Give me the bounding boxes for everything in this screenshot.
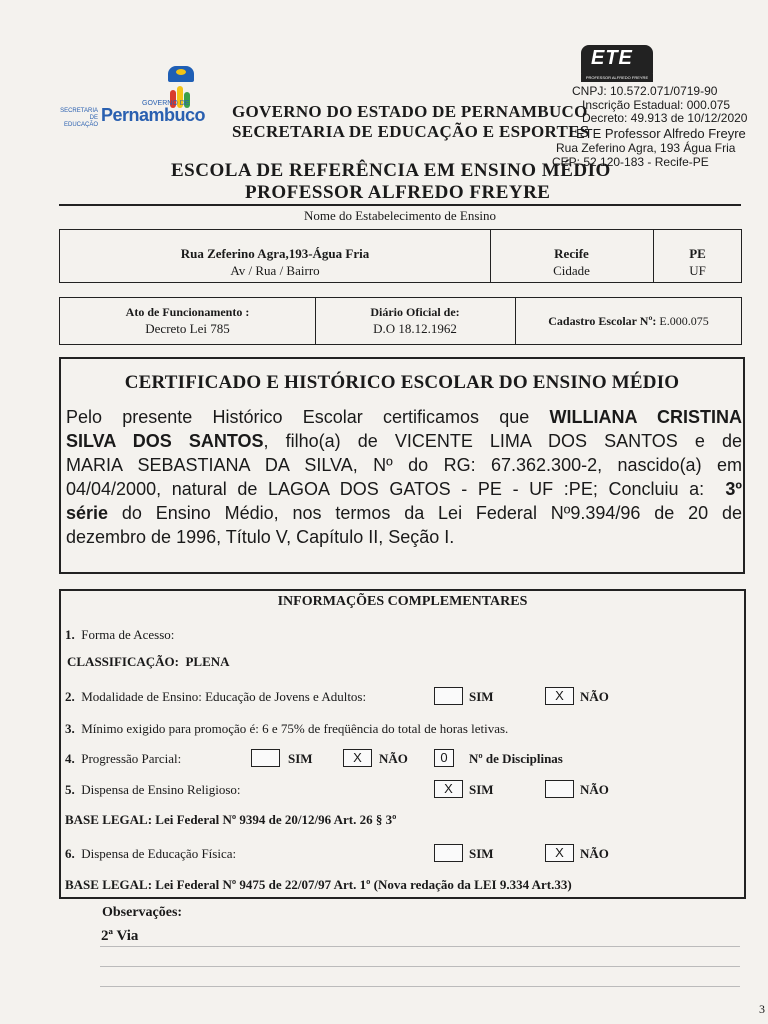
stamp-street: Rua Zeferino Agra, 193 Água Fria: [556, 141, 736, 155]
certificate-text: Pelo presente Histórico Escolar certificamos que WILLIANA CRISTINA SILVA DOS SANTOS, filho(a) de VICENTE LIMA DOS SANTOS e de MARIA SEBASTIANA DA SILVA, Nº do RG: 67.362.300-2, nascido(a) em 04/04/2000, natural de LAGOA DOS GATOS - PE - UF :PE; Concluiu a: 3º série do Ensino Médio, nos termos da Lei Federal Nº9.394/96 de 20 de dezembro de 1996, Título V, Capítulo II, Seção I.: [66, 407, 742, 547]
stamp-cep: CEP: 52.120-183 - Recife-PE: [552, 155, 709, 169]
disciplinas-label: Nº de Disciplinas: [469, 751, 563, 766]
observations-text: 2ª Via: [101, 928, 139, 944]
ato-label: Ato de Funcionamento :: [125, 305, 250, 319]
religioso-nao-checkbox[interactable]: [545, 780, 574, 798]
observation-line: [100, 986, 740, 987]
corner-mark: 3: [759, 1002, 765, 1016]
ete-logo: ETE: [581, 45, 653, 81]
flag-icon: [168, 66, 194, 82]
city-label: Cidade: [553, 263, 590, 278]
certificate-title: CERTIFICADO E HISTÓRICO ESCOLAR DO ENSINO MÉDIO: [124, 372, 680, 393]
complementary-info-box: [59, 589, 746, 899]
info-title: INFORMAÇÕES COMPLEMENTARES: [277, 594, 528, 609]
modalidade-nao-checkbox[interactable]: X: [545, 687, 574, 705]
uf-value: PE: [689, 246, 706, 261]
city-value: Recife: [554, 246, 589, 261]
item-modalidade: 2. Modalidade de Ensino: Educação de Jovens e Adultos:: [65, 689, 367, 704]
progressao-nao-checkbox[interactable]: X: [343, 749, 372, 767]
header-rule: [59, 204, 741, 206]
logo-gov-text: GOVERNO DE: [142, 100, 190, 107]
classificacao: CLASSIFICAÇÃO: PLENA: [67, 654, 230, 669]
school-title: ESCOLA DE REFERÊNCIA EM ENSINO MÉDIO: [171, 160, 611, 181]
pernambuco-government-logo: [58, 62, 208, 132]
item-minimo: 3. Mínimo exigido para promoção é: 6 e 75% de freqüência do total de horas letivas.: [65, 721, 509, 736]
item-progressao: 4. Progressão Parcial:: [65, 751, 182, 766]
nao-label: NÃO: [379, 751, 408, 766]
diario-oficial-label: Diário Oficial de:: [370, 305, 460, 319]
establishment-label: Nome do Estabelecimento de Ensino: [303, 208, 497, 223]
uf-label: UF: [689, 263, 706, 278]
government-title: GOVERNO DO ESTADO DE PERNAMBUCO: [232, 102, 588, 121]
stamp-cnpj: CNPJ: 10.572.071/0719-90: [572, 84, 718, 98]
ato-value: Decreto Lei 785: [145, 321, 230, 336]
ete-logo-subtitle: PROFESSOR ALFREDO FREYRE: [581, 74, 653, 82]
religioso-sim-checkbox[interactable]: X: [434, 780, 463, 798]
item-educacao-fisica: 6. Dispensa de Educação Física:: [65, 846, 237, 861]
stamp-name: ETE Professor Alfredo Freyre: [576, 126, 746, 141]
sim-label: SIM: [469, 689, 494, 704]
address-box: [59, 229, 742, 283]
sim-label: SIM: [469, 782, 494, 797]
nao-label: NÃO: [580, 689, 609, 704]
base-legal-1: BASE LEGAL: Lei Federal Nº 9394 de 20/12/96 Art. 26 § 3º: [65, 812, 397, 827]
item-forma-acesso: 1. Forma de Acesso:: [65, 627, 175, 642]
item-religioso: 5. Dispensa de Ensino Religioso:: [65, 782, 241, 797]
logo-small-text: SECRETARIA DE EDUCAÇÃO: [60, 108, 98, 128]
logo-name: Pernambuco: [101, 105, 206, 125]
secretariat-title: SECRETARIA DE EDUCAÇÃO E ESPORTES: [232, 122, 590, 141]
nao-label: NÃO: [580, 846, 609, 861]
observations-label: Observações:: [102, 905, 183, 920]
disciplinas-count[interactable]: 0: [434, 749, 454, 767]
stamp-inscricao: Inscrição Estadual: 000.075: [582, 98, 731, 112]
modalidade-sim-checkbox[interactable]: [434, 687, 463, 705]
cadastro-escolar: Cadastro Escolar Nº: E.000.075: [548, 314, 709, 328]
street-value: Rua Zeferino Agra,193-Água Fria: [180, 246, 370, 261]
street-label: Av / Rua / Bairro: [230, 263, 320, 278]
registry-box: [59, 297, 742, 345]
certificate-box: [59, 357, 745, 574]
diario-oficial-value: D.O 18.12.1962: [373, 321, 457, 336]
observation-line: [100, 946, 740, 947]
sim-label: SIM: [469, 846, 494, 861]
base-legal-2: BASE LEGAL: Lei Federal Nº 9475 de 22/07/97 Art. 1º (Nova redação da LEI 9.334 Art.33): [65, 877, 572, 892]
sim-label: SIM: [288, 751, 313, 766]
progressao-sim-checkbox[interactable]: [251, 749, 280, 767]
nao-label: NÃO: [580, 782, 609, 797]
observation-line: [100, 966, 740, 967]
ed-fisica-sim-checkbox[interactable]: [434, 844, 463, 862]
stamp-decreto: Decreto: 49.913 de 10/12/2020: [582, 111, 748, 125]
ed-fisica-nao-checkbox[interactable]: X: [545, 844, 574, 862]
school-name: PROFESSOR ALFREDO FREYRE: [245, 182, 551, 203]
